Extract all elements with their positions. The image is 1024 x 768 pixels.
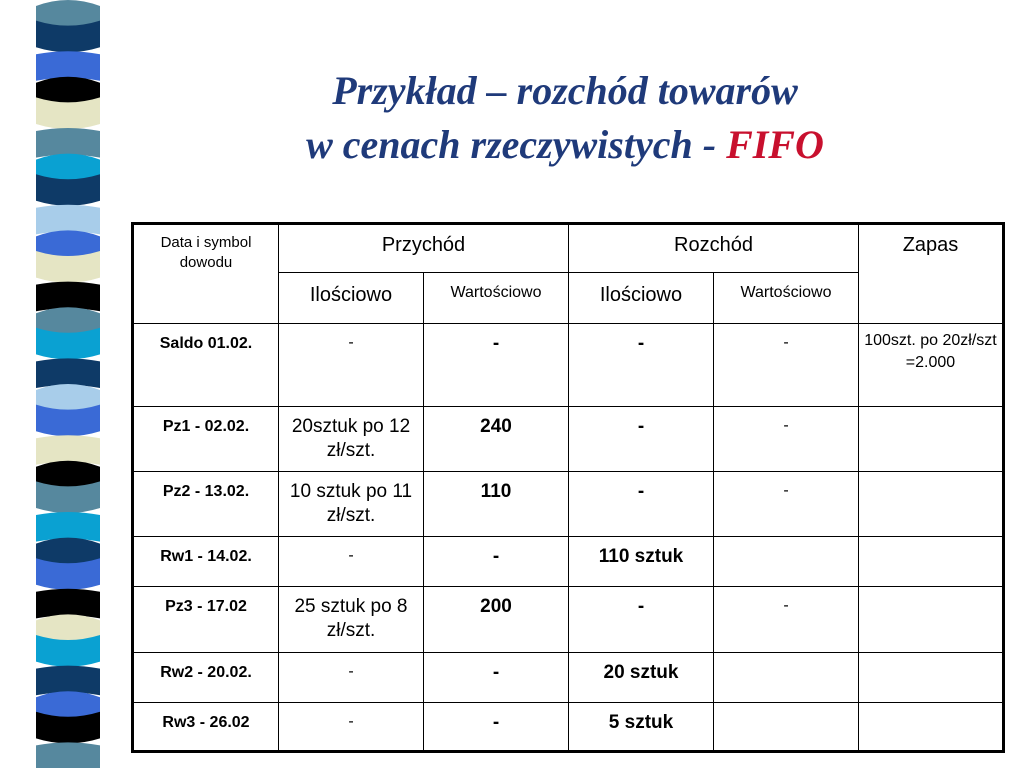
stripe-band [36,666,100,696]
fifo-highlight: FIFO [726,122,824,167]
przychod-ilosc: 20sztuk po 12 zł/szt. [279,407,424,472]
rozchod-wartosc: - [714,472,859,537]
rozchod-wartosc [714,703,859,752]
stripe-band [36,51,100,81]
przychod-wartosc: - [424,703,569,752]
table-row [133,653,1004,703]
przychod-wartosc: 200 [424,587,569,653]
przychod-wartosc: 110 [424,472,569,537]
header-przychod-wartosciowo: Wartościowo [424,273,569,324]
zapas-value [859,407,1004,472]
header-rozchod-ilosciowo: Ilościowo [569,273,714,324]
table-row [133,703,1004,752]
stripe-band [36,128,100,158]
rozchod-ilosc: 5 sztuk [569,703,714,752]
row-doc: Pz2 - 13.02. [133,472,279,537]
table-row [133,537,1004,587]
row-doc: Pz3 - 17.02 [133,587,279,653]
header-rozchod-wartosciowo: Wartościowo [714,273,859,324]
rozchod-wartosc: - [714,587,859,653]
rozchod-ilosc: 20 sztuk [569,653,714,703]
przychod-ilosc: - [279,324,424,407]
slide-title-line-2 [130,122,1000,168]
header-przychod-ilosciowo: Ilościowo [279,273,424,324]
header-doc: Data i symbol dowodu [133,224,279,324]
przychod-wartosc: - [424,537,569,587]
slide-title-prefix: w cenach rzeczywistych - [306,122,727,167]
header-row-1 [133,224,1004,273]
rozchod-wartosc [714,537,859,587]
zapas-value [859,653,1004,703]
zapas-value [859,472,1004,537]
przychod-ilosc: - [279,703,424,752]
rozchod-ilosc: - [569,407,714,472]
przychod-ilosc: - [279,653,424,703]
rozchod-wartosc: - [714,324,859,407]
stripe-band [36,742,100,768]
table-row [133,324,1004,407]
table-row [133,407,1004,472]
slide-title-line-1: Przykład – rozchód towarów [332,68,798,113]
stripe-band [36,358,100,388]
row-doc: Pz1 - 02.02. [133,407,279,472]
stripe-band [36,435,100,465]
rozchod-ilosc: - [569,472,714,537]
zapas-value [859,703,1004,752]
zapas-value [859,587,1004,653]
rozchod-ilosc: 110 sztuk [569,537,714,587]
przychod-ilosc: - [279,537,424,587]
row-doc: Rw3 - 26.02 [133,703,279,752]
row-doc: Rw1 - 14.02. [133,537,279,587]
row-doc: Rw2 - 20.02. [133,653,279,703]
decorative-stripe-strip [0,0,120,768]
header-przychod: Przychód [279,224,569,273]
rozchod-wartosc: - [714,407,859,472]
przychod-wartosc: 240 [424,407,569,472]
przychod-ilosc: 25 sztuk po 8 zł/szt. [279,587,424,653]
table-row [133,472,1004,537]
przychod-wartosc: - [424,324,569,407]
przychod-wartosc: - [424,653,569,703]
table-row [133,587,1004,653]
rozchod-ilosc: - [569,587,714,653]
zapas-value [859,537,1004,587]
stripe-band [36,282,100,312]
przychod-ilosc: 10 sztuk po 11 zł/szt. [279,472,424,537]
fifo-table [131,222,1005,753]
stripe-band [36,205,100,235]
header-zapas: Zapas [859,224,1004,324]
header-rozchod: Rozchód [569,224,859,273]
stripe-band [36,589,100,619]
stripe-band [36,512,100,542]
rozchod-ilosc: - [569,324,714,407]
row-doc: Saldo 01.02. [133,324,279,407]
zapas-value: 100szt. po 20zł/szt =2.000 [859,324,1004,407]
rozchod-wartosc [714,653,859,703]
